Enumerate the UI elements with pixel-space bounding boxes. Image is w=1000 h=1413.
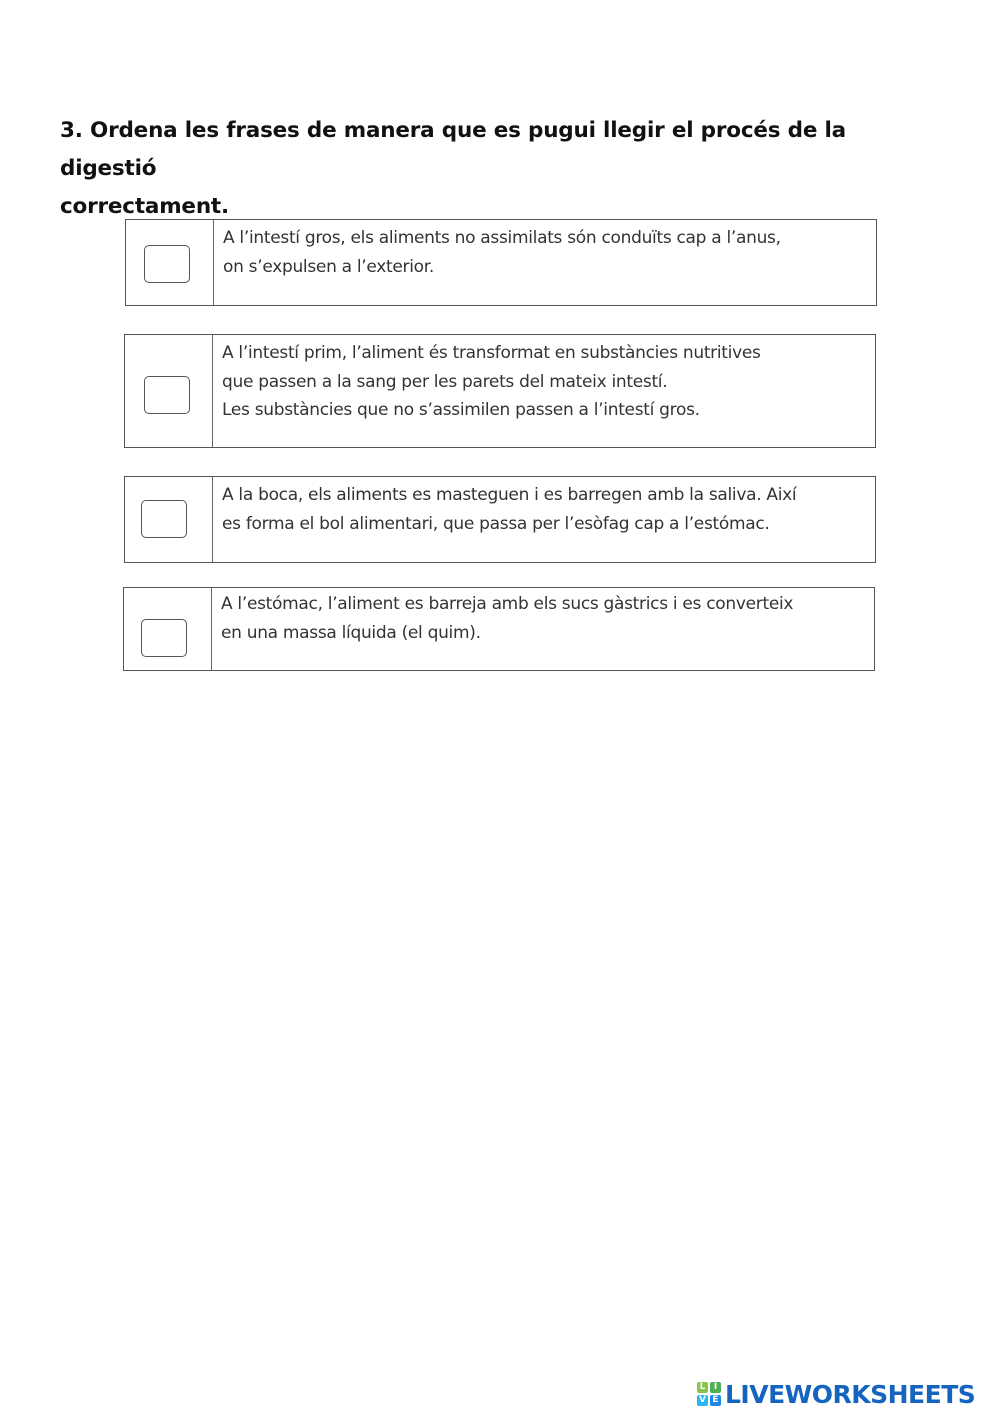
logo-text: LIVEWORKSHEETS [725,1379,976,1409]
order-answer-box-3[interactable] [141,500,187,538]
answer-cell [125,335,213,447]
question-line-2: correctament. [60,194,229,219]
sentence-line: A l’estómac, l’aliment es barreja amb els sucs gàstrics i es converteix [221,594,794,614]
sentence-text [212,588,801,670]
sentence-line: A la boca, els aliments es masteguen i es barregen amb la saliva. Així [222,485,797,505]
sentence-text [214,220,789,305]
sentence-line: Les substàncies que no s’assimilen passen a l’intestí gros. [222,400,700,420]
logo-letter: I [710,1382,721,1393]
sentence-line: A l’intestí prim, l’aliment és transformat en substàncies nutritives [222,343,761,363]
logo-letter: E [710,1395,721,1406]
sentence-line: on s’expulsen a l’exterior. [223,256,434,277]
order-answer-box-1[interactable] [144,245,190,283]
logo-letter: L [697,1382,708,1393]
answer-cell [125,477,213,562]
sentence-row-1 [125,219,877,306]
sentence-row-4 [123,587,875,671]
sentence-line: en una massa líquida (el quim). [221,622,481,643]
logo-letter: V [697,1395,708,1406]
order-answer-box-2[interactable] [144,376,190,414]
answer-cell [124,588,212,670]
sentence-row-3 [124,476,876,563]
sentence-text [213,477,804,562]
order-answer-box-4[interactable] [141,619,187,657]
sentence-row-2 [124,334,876,448]
sentence-line: que passen a la sang per les parets del mateix intestí. [222,371,668,392]
sentence-line: A l’intestí gros, els aliments no assimilats són conduïts cap a l’anus, [223,228,781,248]
sentence-line: es forma el bol alimentari, que passa per l’esòfag cap a l’estómac. [222,513,770,534]
answer-cell [126,220,214,305]
question-heading [60,112,920,226]
sentence-text [213,335,769,447]
logo-mark-icon [697,1382,721,1406]
liveworksheets-logo [697,1378,975,1410]
question-line-1: 3. Ordena les frases de manera que es pugui llegir el procés de la digestió [60,118,846,181]
